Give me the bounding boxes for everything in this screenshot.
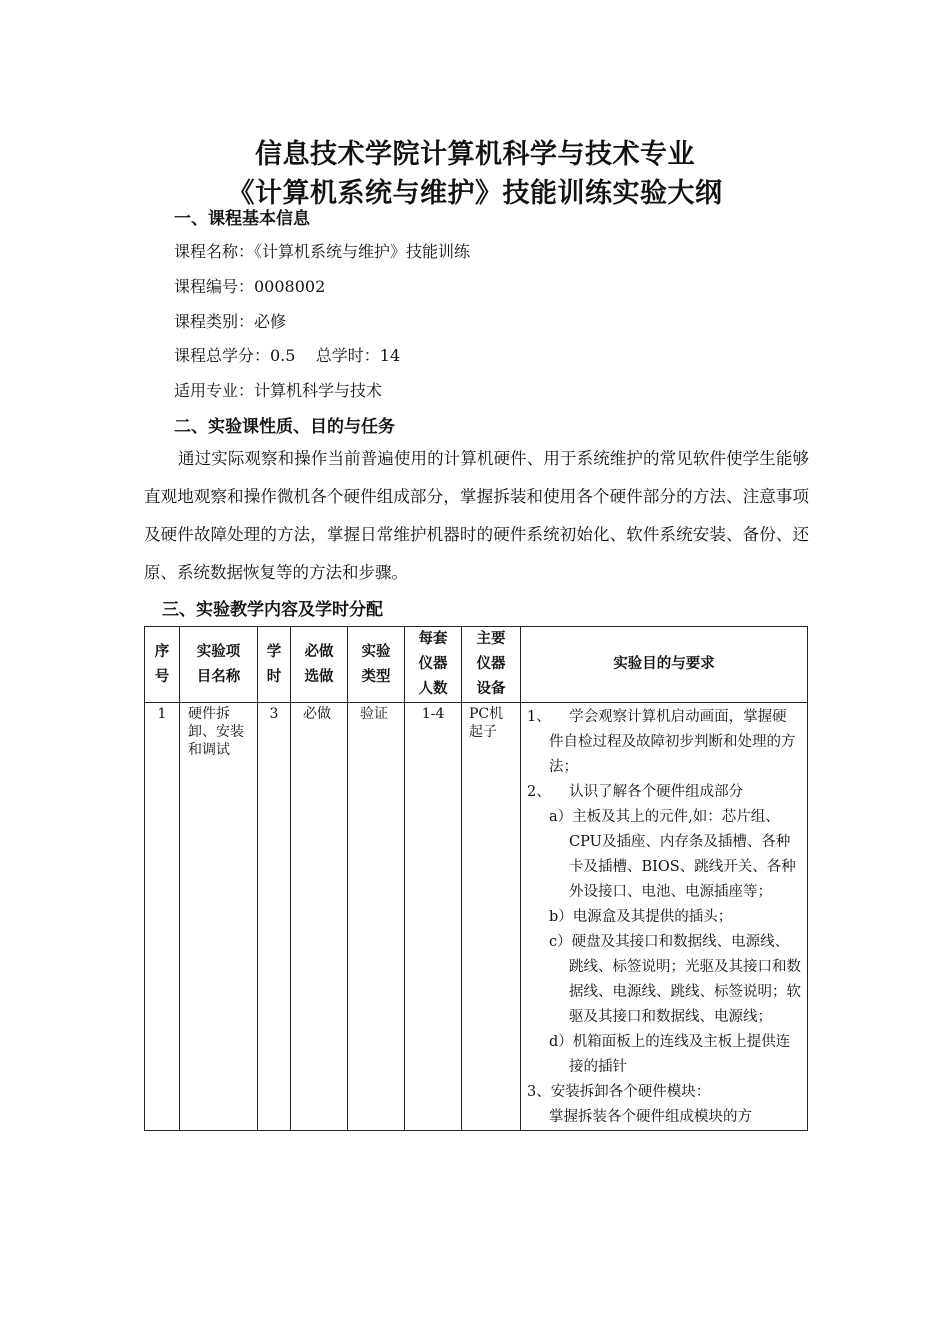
course-type: 课程类别：必修 (174, 312, 287, 331)
row1-goals (521, 703, 808, 1131)
course-code: 课程编号：0008002 (174, 277, 326, 296)
section3-heading: 三、实验教学内容及学时分配 (162, 600, 383, 620)
section2-paragraph: 通过实际观察和操作当前普遍使用的计算机硬件、用于系统维护的常见软件使学生能够直观地观察和操作微机各个硬件组成部分，掌握拆装和使用各个硬件部分的方法、注意事项及硬件故障处理的方法，掌握日常维护机器时的硬件系统初始化、软件系统安装、备份、还原、系统数据恢复等的方法和步骤。 (144, 449, 809, 582)
header-no: 序号 (145, 627, 180, 703)
goal-item-2c: c）硬盘及其接口和数据线、电源线、跳线、标签说明；光驱及其接口和数据线、电源线、跳线、标签说明；软驱及其接口和数据线、电源线； (549, 934, 801, 1025)
header-equipment: 主要仪器设备 (462, 627, 521, 703)
row1-type: 验证 (348, 703, 405, 1131)
table-row (145, 703, 808, 1131)
course-credits: 课程总学分：0.5 总学时：14 (174, 346, 401, 365)
course-content-table (144, 626, 808, 1131)
row1-hours: 3 (258, 703, 291, 1131)
row1-equipment: PC机起子 (462, 703, 521, 1131)
header-type: 实验类型 (348, 627, 405, 703)
course-major: 适用专业：计算机科学与技术 (174, 381, 383, 400)
document-title-line1: 信息技术学院计算机科学与技术专业 (255, 139, 695, 170)
goal-item-3-text: 掌握拆装各个硬件组成模块的方 (549, 1109, 752, 1125)
row1-no: 1 (145, 703, 180, 1131)
course-name: 课程名称：《计算机系统与维护》技能训练 (174, 242, 471, 261)
header-required: 必做选做 (291, 627, 348, 703)
header-name: 实验项目名称 (180, 627, 258, 703)
header-goals: 实验目的与要求 (521, 627, 808, 703)
row1-name: 硬件拆卸、安装和调试 (180, 703, 258, 1131)
goal-item-2b: b）电源盒及其提供的插头； (549, 909, 733, 925)
row1-per-set: 1-4 (405, 703, 462, 1131)
goal-item-2d: d）机箱面板上的连线及主板上提供连接的插针 (549, 1034, 791, 1075)
section1-heading: 一、课程基本信息 (174, 209, 310, 229)
header-per-set: 每套仪器人数 (405, 627, 462, 703)
document-title-line2: 《计算机系统与维护》技能训练实验大纲 (227, 178, 723, 209)
header-hours: 学时 (258, 627, 291, 703)
goal-item-2: 2、 认识了解各个硬件组成部分 (527, 784, 744, 800)
goal-item-1: 1、 学会观察计算机启动画面，掌握硬件自检过程及故障初步判断和处理的方法； (527, 709, 796, 775)
table-header-row (145, 627, 808, 703)
section2-heading: 二、实验课性质、目的与任务 (174, 417, 395, 437)
goal-item-2a: a）主板及其上的元件,如：芯片组、CPU及插座、内存条及插槽、各种卡及插槽、BIOS、跳线开关、各种外设接口、电池、电源插座等； (549, 809, 796, 900)
row1-required: 必做 (291, 703, 348, 1131)
goal-item-3: 3、安装拆卸各个硬件模块： (527, 1084, 711, 1100)
